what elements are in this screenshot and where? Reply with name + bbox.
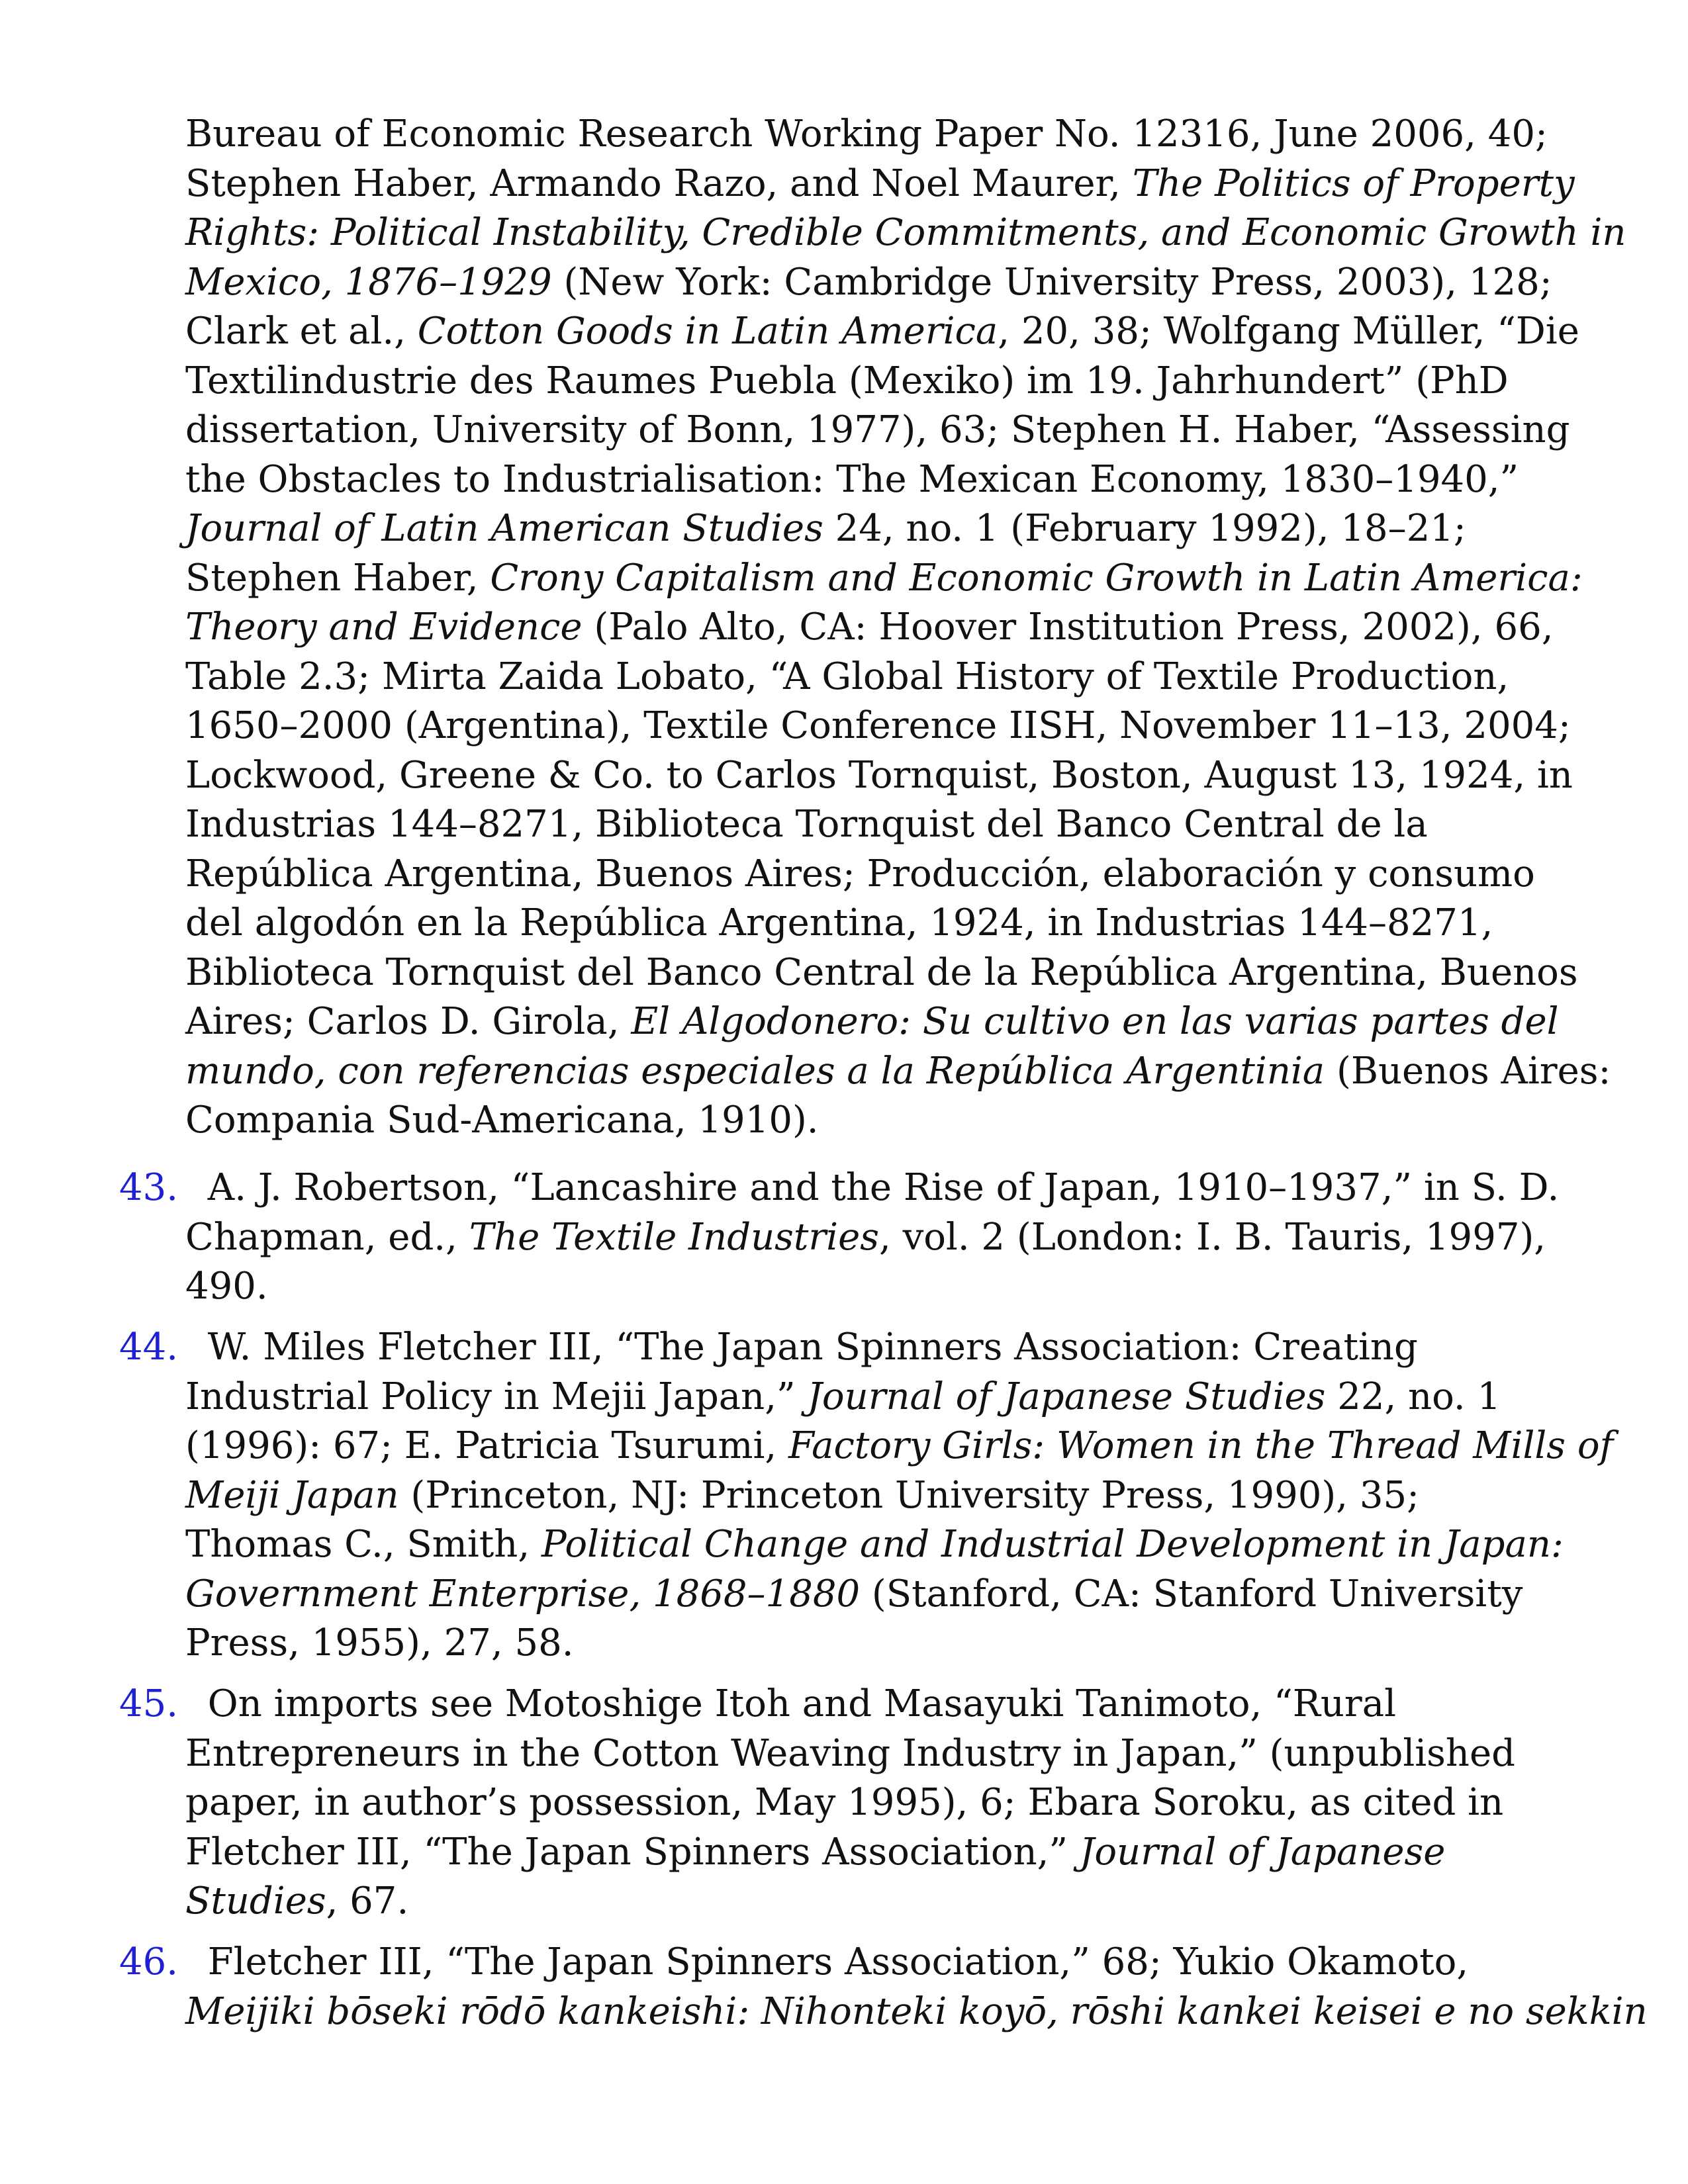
note-line: (1996): 67; E. Patricia Tsurumi, Factory Girls: Women in the Thread Mills of <box>185 1424 1614 1467</box>
note-42-continued <box>119 110 1626 1146</box>
note-line: 45. On imports see Motoshige Itoh and Masayuki Tanimoto, “Rural <box>119 1680 1589 1729</box>
note-line: República Argentina, Buenos Aires; Producción, elaboración y consumo <box>185 852 1535 895</box>
note-line: Thomas C., Smith, Political Change and Industrial Development in Japan: <box>185 1523 1564 1566</box>
note-line: Aires; Carlos D. Girola, El Algodonero: Su cultivo en las varias partes del <box>185 1000 1559 1043</box>
note-line: Mexico, 1876–1929 (New York: Cambridge University Press, 2003), 128; <box>185 260 1552 304</box>
note-line: Chapman, ed., The Textile Industries, vol. 2 (London: I. B. Tauris, 1997), <box>185 1215 1546 1259</box>
note-number[interactable]: 46. <box>119 1940 179 1983</box>
note-line: 44. W. Miles Fletcher III, “The Japan Spinners Association: Creating <box>119 1323 1589 1373</box>
note-line: Fletcher III, “The Japan Spinners Association,” Journal of Japanese <box>185 1830 1446 1874</box>
note-line: Clark et al., Cotton Goods in Latin America, 20, 38; Wolfgang Müller, “Die <box>185 310 1579 353</box>
note-line: Press, 1955), 27, 58. <box>185 1621 574 1664</box>
note-line: dissertation, University of Bonn, 1977), 63; Stephen H. Haber, “Assessing <box>185 408 1570 451</box>
note-line: 1650–2000 (Argentina), Textile Conference IISH, November 11–13, 2004; <box>185 704 1571 747</box>
note-line: Entrepreneurs in the Cotton Weaving Industry in Japan,” (unpublished <box>185 1731 1515 1775</box>
note-line: Stephen Haber, Armando Razo, and Noel Maurer, The Politics of Property <box>185 161 1575 205</box>
note-line: the Obstacles to Industrialisation: The Mexican Economy, 1830–1940,” <box>185 457 1519 501</box>
note-line: 46. Fletcher III, “The Japan Spinners Association,” 68; Yukio Okamoto, <box>119 1938 1589 1987</box>
note-line: paper, in author’s possession, May 1995), 6; Ebara Soroku, as cited in <box>185 1781 1504 1824</box>
note-number[interactable]: 43. <box>119 1166 179 1209</box>
note-line: Table 2.3; Mirta Zaida Lobato, “A Global History of Textile Production, <box>185 655 1509 698</box>
note-number[interactable]: 45. <box>119 1682 179 1725</box>
note-line: 490. <box>185 1265 268 1308</box>
note-line: Industrial Policy in Mejii Japan,” Journal of Japanese Studies 22, no. 1 <box>185 1375 1501 1418</box>
note-45 <box>119 1680 1589 1927</box>
note-line: Government Enterprise, 1868–1880 (Stanford, CA: Stanford University <box>185 1572 1523 1615</box>
note-43 <box>119 1163 1589 1312</box>
note-46 <box>119 1938 1648 2036</box>
note-line: Meijiki bōseki rōdō kankeishi: Nihonteki koyō, rōshi kankei keisei e no sekkin <box>185 1989 1648 2033</box>
note-line: Bureau of Economic Research Working Paper No. 12316, June 2006, 40; <box>185 113 1548 156</box>
note-line: Stephen Haber, Crony Capitalism and Economic Growth in Latin America: <box>185 556 1583 600</box>
note-line: Rights: Political Instability, Credible Commitments, and Economic Growth in <box>185 211 1626 254</box>
note-line: mundo, con referencias especiales a la República Argentinia (Buenos Aires: <box>185 1049 1611 1093</box>
note-number[interactable]: 44. <box>119 1326 179 1369</box>
note-line: Textilindustrie des Raumes Puebla (Mexiko) im 19. Jahrhundert” (PhD <box>185 359 1509 402</box>
note-line: del algodón en la República Argentina, 1924, in Industrias 144–8271, <box>185 901 1493 944</box>
note-line: Lockwood, Greene & Co. to Carlos Tornquist, Boston, August 13, 1924, in <box>185 753 1573 797</box>
note-line: Journal of Latin American Studies 24, no. 1 (February 1992), 18–21; <box>185 507 1466 550</box>
note-line: Studies, 67. <box>185 1880 409 1923</box>
note-line: Compania Sud-Americana, 1910). <box>185 1099 819 1142</box>
note-line: Industrias 144–8271, Biblioteca Tornquist del Banco Central de la <box>185 803 1428 846</box>
note-44 <box>119 1323 1614 1668</box>
note-line: Meiji Japan (Princeton, NJ: Princeton University Press, 1990), 35; <box>185 1473 1420 1517</box>
note-line: Theory and Evidence (Palo Alto, CA: Hoover Institution Press, 2002), 66, <box>185 606 1554 649</box>
note-line: 43. A. J. Robertson, “Lancashire and the Rise of Japan, 1910–1937,” in S. D. <box>119 1163 1589 1213</box>
note-line: Biblioteca Tornquist del Banco Central de la República Argentina, Buenos <box>185 950 1578 994</box>
